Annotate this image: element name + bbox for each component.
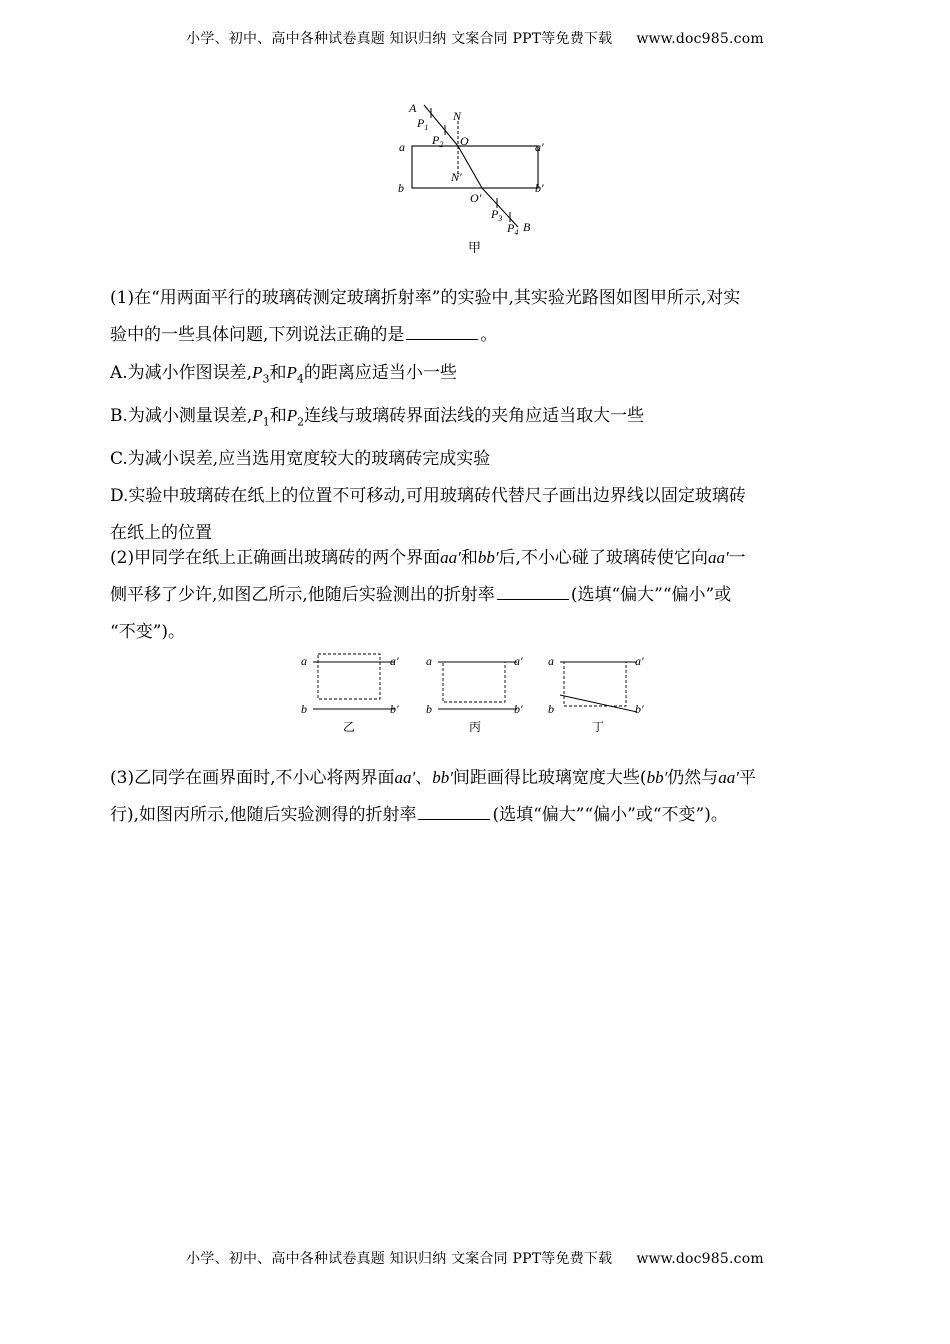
figure-row bbox=[295, 648, 665, 740]
label-A: A bbox=[409, 101, 417, 115]
label-a: a bbox=[399, 140, 405, 154]
svg-text:b: b bbox=[301, 702, 307, 716]
figure-ding bbox=[548, 654, 644, 734]
page-header bbox=[0, 28, 950, 48]
label-N: N bbox=[453, 109, 462, 123]
glass-block bbox=[412, 146, 538, 188]
svg-text:a: a bbox=[426, 654, 432, 668]
svg-text:b: b bbox=[426, 702, 432, 716]
caption-yi: 乙 bbox=[343, 720, 356, 734]
question-3 bbox=[110, 759, 840, 834]
label-O-prime: O′ bbox=[470, 191, 482, 205]
q1-option-d-line2: 在纸上的位置 bbox=[110, 522, 212, 543]
label-P2: $P_2$ bbox=[432, 133, 444, 149]
caption-bing: 丙 bbox=[469, 720, 482, 734]
footer-url: www.doc985.com bbox=[636, 1251, 764, 1267]
header-url: www.doc985.com bbox=[636, 31, 764, 47]
svg-text:a: a bbox=[548, 654, 554, 668]
label-b: b bbox=[398, 181, 404, 195]
label-a-prime: a′ bbox=[535, 140, 544, 154]
label-P4: $P_4$ bbox=[507, 221, 519, 237]
question-2 bbox=[110, 539, 840, 651]
svg-text:a′: a′ bbox=[514, 654, 523, 668]
label-B: B bbox=[523, 220, 531, 234]
header-text: 小学、初中、高中各种试卷真题 知识归纳 文案合同 PPT等免费下载 bbox=[186, 31, 613, 47]
caption-jia: 甲 bbox=[468, 241, 482, 255]
svg-text:b′: b′ bbox=[390, 702, 399, 716]
q1-option-a: A.为减小作图误差$,P_3$和$P_4$的距离应适当小一些 bbox=[110, 363, 457, 386]
answer-blank-3[interactable] bbox=[418, 802, 490, 820]
footer-text: 小学、初中、高中各种试卷真题 知识归纳 文案合同 PPT等免费下载 bbox=[186, 1251, 613, 1267]
svg-text:a′: a′ bbox=[390, 654, 399, 668]
figure-jia bbox=[390, 95, 560, 255]
label-P1: $P_1$ bbox=[417, 116, 429, 132]
answer-blank-2[interactable] bbox=[497, 582, 569, 600]
q1-option-c: C.为减小误差,应当选用宽度较大的玻璃砖完成实验 bbox=[110, 448, 491, 469]
q1-stem-line2: 验中的一些具体问题,下列说法正确的是 。 bbox=[110, 317, 840, 354]
label-O: O bbox=[460, 134, 469, 148]
q1-option-b: B.为减小测量误差$,P_1$和$P_2$连线与玻璃砖界面法线的夹角应适当取大一些 bbox=[110, 406, 645, 429]
svg-text:b: b bbox=[548, 702, 554, 716]
label-b-prime: b′ bbox=[535, 181, 544, 195]
q3-line2: 行),如图丙所示,他随后实验测得的折射率 (选填“偏大”“偏小”或“不变”)。 bbox=[110, 797, 840, 834]
question-1 bbox=[110, 280, 840, 552]
q2-line1: (2)甲同学在纸上正确画出玻璃砖的两个界面aa′和bb′后,不小心碰了玻璃砖使它向aa′一 bbox=[110, 548, 746, 568]
page-footer bbox=[0, 1248, 950, 1268]
label-P3: $P_3$ bbox=[491, 207, 503, 223]
svg-text:a′: a′ bbox=[635, 654, 644, 668]
answer-blank-1[interactable] bbox=[406, 322, 478, 340]
q2-line2: 侧平移了少许,如图乙所示,他随后实验测出的折射率 (选填“偏大”“偏小”或 bbox=[110, 577, 840, 614]
svg-text:b′: b′ bbox=[635, 702, 644, 716]
svg-text:b′: b′ bbox=[514, 702, 523, 716]
figure-yi bbox=[301, 654, 399, 734]
q1-stem-line1: (1)在“用两面平行的玻璃砖测定玻璃折射率”的实验中,其实验光路图如图甲所示,对实 bbox=[110, 288, 741, 308]
q3-line1: (3)乙同学在画界面时,不小心将两界面aa′、bb′间距画得比玻璃宽度大些(bb′仍然与aa′平 bbox=[110, 768, 756, 788]
q2-line3: “不变”)。 bbox=[110, 622, 186, 642]
caption-ding: 丁 bbox=[592, 720, 605, 734]
figure-bing bbox=[426, 654, 523, 734]
q1-option-d-line1: D.实验中玻璃砖在纸上的位置不可移动,可用玻璃砖代替尺子画出边界线以固定玻璃砖 bbox=[110, 485, 746, 506]
label-N-prime: N′ bbox=[451, 170, 462, 184]
svg-text:a: a bbox=[301, 654, 307, 668]
